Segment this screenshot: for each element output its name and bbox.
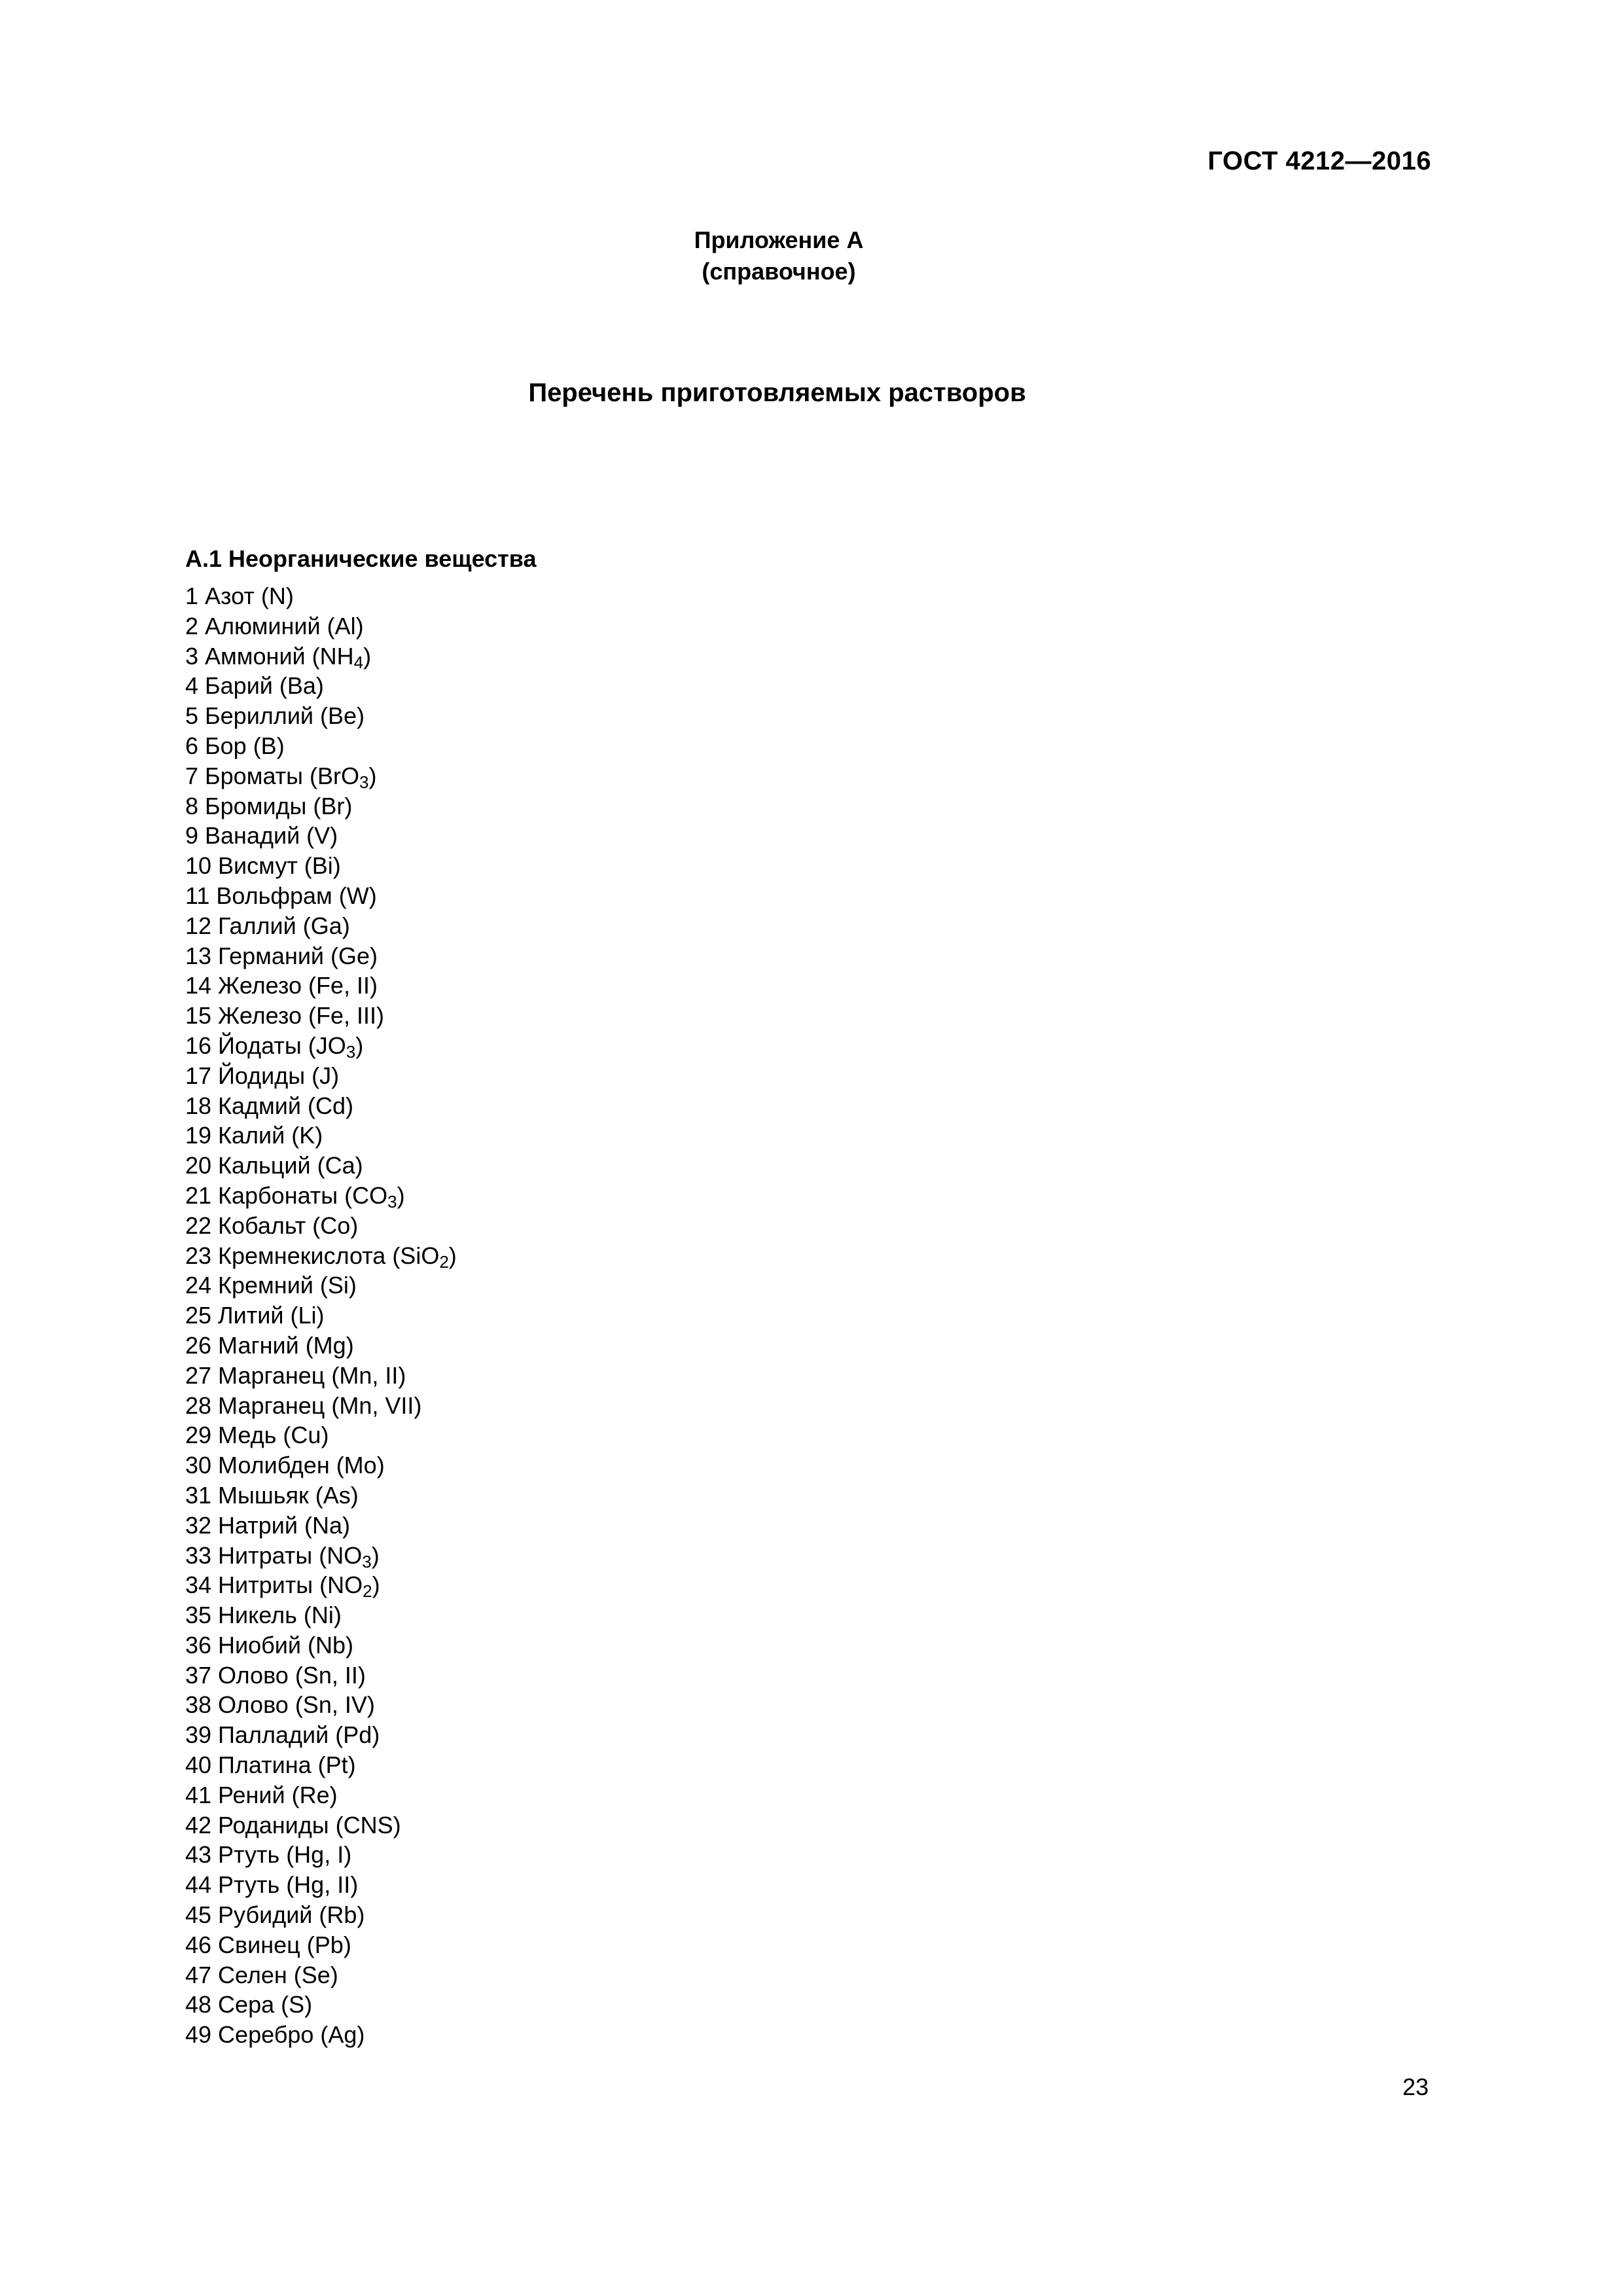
- list-item: [185, 671, 457, 701]
- list-item: [185, 1391, 457, 1421]
- list-item: [185, 1960, 457, 1990]
- list-item: [185, 1061, 457, 1091]
- list-item-suffix: ): [368, 762, 377, 789]
- list-item-text: 38 Олово (Sn, IV): [185, 1691, 375, 1719]
- list-item-text: 3 Аммоний (NH: [185, 642, 354, 670]
- list-item-suffix: ): [371, 1541, 380, 1569]
- appendix-title: Приложение А: [694, 226, 864, 253]
- list-item-text: 48 Сера (S): [185, 1991, 313, 2018]
- list-item: [185, 1630, 457, 1660]
- list-item-text: 17 Йодиды (J): [185, 1062, 340, 1089]
- list-item-text: 22 Кобальт (Co): [185, 1211, 359, 1239]
- list-item: [185, 971, 457, 1001]
- list-item: [185, 1091, 457, 1121]
- list-item: [185, 1810, 457, 1840]
- list-item-text: 28 Марганец (Mn, VII): [185, 1391, 422, 1419]
- list-item-text: 34 Нитриты (NO: [185, 1571, 363, 1599]
- list-item-text: 11 Вольфрам (W): [185, 882, 377, 909]
- list-item-text: 8 Бромиды (Br): [185, 792, 353, 819]
- document-title: Перечень приготовляемых растворов: [528, 378, 1026, 407]
- list-item-text: 16 Йодаты (JO: [185, 1031, 346, 1059]
- list-item-text: 23 Кремнекислота (SiO: [185, 1242, 440, 1269]
- list-item: [185, 1211, 457, 1241]
- list-item-text: 24 Кремний (Si): [185, 1272, 357, 1299]
- list-item-text: 37 Олово (Sn, II): [185, 1661, 366, 1689]
- list-item-text: 49 Серебро (Ag): [185, 2021, 365, 2049]
- list-item: [185, 1361, 457, 1391]
- list-item: [185, 1151, 457, 1181]
- list-item: [185, 1570, 457, 1600]
- list-item: [185, 581, 457, 611]
- list-item: [185, 1480, 457, 1511]
- list-item-text: 12 Галлий (Ga): [185, 912, 350, 939]
- list-item: [185, 911, 457, 941]
- list-item-text: 36 Ниобий (Nb): [185, 1631, 354, 1659]
- list-item-text: 35 Никель (Ni): [185, 1602, 342, 1629]
- list-item-text: 39 Палладий (Pd): [185, 1721, 380, 1749]
- list-item: [185, 1331, 457, 1361]
- list-item-suffix: ): [363, 642, 372, 670]
- list-item-text: 5 Бериллий (Be): [185, 702, 365, 730]
- standard-code: ГОСТ 4212—2016: [1207, 147, 1431, 175]
- appendix-heading: [0, 224, 1558, 287]
- list-item-suffix: ): [355, 1031, 364, 1059]
- list-item: [185, 1181, 457, 1211]
- list-item: [185, 611, 457, 641]
- list-item-text: 42 Роданиды (CNS): [185, 1811, 401, 1839]
- list-item: [185, 1720, 457, 1750]
- list-item: [185, 851, 457, 881]
- list-item-text: 30 Молибден (Mo): [185, 1452, 385, 1479]
- list-item-text: 33 Нитраты (NO: [185, 1541, 363, 1569]
- list-item: [185, 1450, 457, 1480]
- list-item-subscript: 3: [346, 1041, 356, 1062]
- list-item-text: 29 Медь (Cu): [185, 1422, 329, 1449]
- list-item-text: 25 Литий (Li): [185, 1302, 325, 1329]
- list-item-text: 21 Карбонаты (CO: [185, 1181, 388, 1209]
- substance-list: [185, 581, 457, 2050]
- list-item: [185, 1241, 457, 1271]
- section-heading: А.1 Неорганические вещества: [185, 545, 537, 572]
- appendix-type: (справочное): [702, 258, 856, 285]
- list-item: [185, 881, 457, 911]
- list-item: [185, 641, 457, 672]
- list-item-text: 47 Селен (Se): [185, 1961, 338, 1988]
- list-item-text: 31 Мышьяк (As): [185, 1481, 359, 1509]
- list-item: [185, 1990, 457, 2020]
- list-item-text: 15 Железо (Fe, III): [185, 1002, 385, 1030]
- list-item: [185, 2020, 457, 2050]
- list-item: [185, 1690, 457, 1720]
- list-item-text: 32 Натрий (Na): [185, 1511, 350, 1539]
- list-item-text: 20 Кальций (Ca): [185, 1152, 363, 1179]
- list-item: [185, 1031, 457, 1061]
- list-item: [185, 1121, 457, 1151]
- list-item-text: 18 Кадмий (Cd): [185, 1092, 354, 1119]
- list-item-suffix: ): [372, 1571, 380, 1599]
- list-item: [185, 1780, 457, 1810]
- list-item-suffix: ): [397, 1181, 405, 1209]
- list-item: [185, 791, 457, 821]
- list-item: [185, 1870, 457, 1900]
- list-item-subscript: 3: [362, 1551, 372, 1571]
- list-item: [185, 1840, 457, 1870]
- list-item-text: 27 Марганец (Mn, II): [185, 1361, 406, 1389]
- list-item: [185, 1420, 457, 1450]
- list-item: [185, 1270, 457, 1300]
- list-item: [185, 1541, 457, 1571]
- list-item: [185, 1600, 457, 1630]
- list-item-text: 7 Броматы (BrO: [185, 762, 360, 789]
- list-item-text: 45 Рубидий (Rb): [185, 1901, 365, 1929]
- list-item: [185, 821, 457, 851]
- list-item-text: 13 Германий (Ge): [185, 942, 378, 969]
- list-item-text: 41 Рений (Re): [185, 1781, 338, 1808]
- list-item-subscript: 4: [353, 652, 364, 672]
- list-item: [185, 1900, 457, 1930]
- list-item-subscript: 2: [363, 1581, 372, 1602]
- list-item-text: 44 Ртуть (Hg, II): [185, 1871, 359, 1899]
- list-item: [185, 1511, 457, 1541]
- list-item-text: 43 Ртуть (Hg, I): [185, 1841, 352, 1869]
- list-item-suffix: ): [448, 1242, 457, 1269]
- list-item-subscript: 2: [439, 1251, 449, 1272]
- list-item: [185, 731, 457, 761]
- list-item-subscript: 3: [359, 772, 369, 792]
- list-item: [185, 761, 457, 791]
- list-item-text: 10 Висмут (Bi): [185, 852, 341, 880]
- list-item: [185, 1660, 457, 1691]
- list-item: [185, 1001, 457, 1031]
- page-number: 23: [1402, 2073, 1429, 2100]
- list-item: [185, 701, 457, 731]
- list-item-text: 1 Азот (N): [185, 583, 294, 609]
- list-item: [185, 941, 457, 971]
- list-item-text: 40 Платина (Pt): [185, 1751, 356, 1779]
- list-item-subscript: 3: [387, 1191, 397, 1211]
- list-item: [185, 1930, 457, 1960]
- list-item: [185, 1750, 457, 1780]
- list-item-text: 26 Магний (Mg): [185, 1331, 354, 1359]
- list-item-text: 46 Свинец (Pb): [185, 1931, 351, 1958]
- list-item: [185, 1300, 457, 1331]
- list-item-text: 4 Барий (Ba): [185, 672, 324, 700]
- list-item-text: 9 Ванадий (V): [185, 822, 338, 850]
- list-item-text: 6 Бор (B): [185, 732, 285, 759]
- list-item-text: 2 Алюминий (Al): [185, 612, 364, 639]
- list-item-text: 19 Калий (K): [185, 1122, 323, 1149]
- list-item-text: 14 Железо (Fe, II): [185, 972, 378, 999]
